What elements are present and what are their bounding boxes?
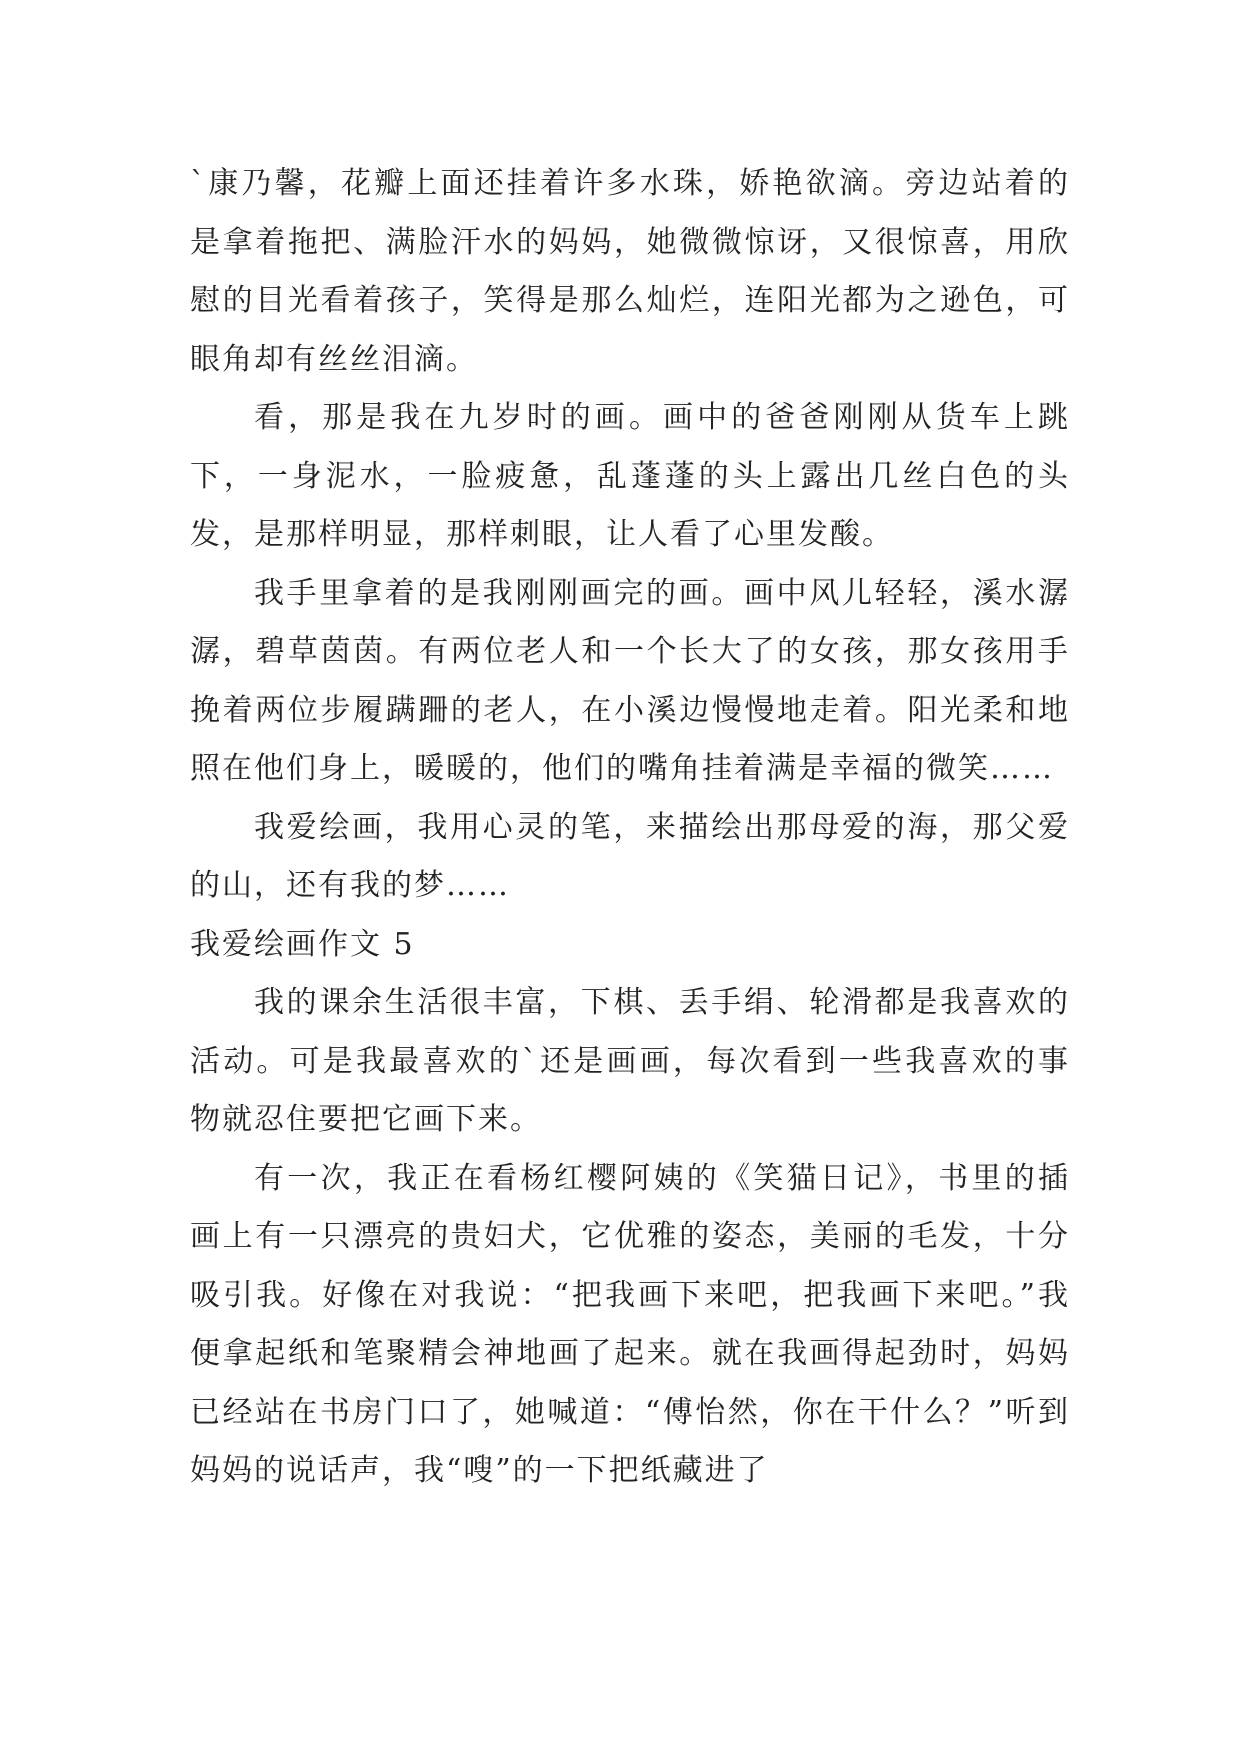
document-body	[190, 155, 1070, 1501]
section-heading: 我爱绘画作文 5	[190, 926, 415, 962]
paragraph: 我手里拿着的是我刚刚画完的画。画中风儿轻轻，溪水潺潺，碧草茵茵。有两位老人和一个长大了的女孩，那女孩用手挽着两位步履蹒跚的老人，在小溪边慢慢地走着。阳光柔和地照在他们身上，暖暖的，他们的嘴角挂着满是幸福的微笑……	[190, 575, 1070, 786]
paragraph: 有一次，我正在看杨红樱阿姨的《笑猫日记》，书里的插画上有一只漂亮的贵妇犬，它优雅的姿态，美丽的毛发，十分吸引我。好像在对我说：“把我画下来吧，把我画下来吧。”我便拿起纸和笔聚精会神地画了起来。就在我画得起劲时，妈妈已经站在书房门口了，她喊道：“傅怡然，你在干什么？”听到妈妈的说话声，我“嗖”的一下把纸藏进了	[190, 1160, 1070, 1488]
paragraph: 看，那是我在九岁时的画。画中的爸爸刚刚从货车上跳下，一身泥水，一脸疲惫，乱蓬蓬的头上露出几丝白色的头发，是那样明显，那样刺眼，让人看了心里发酸。	[190, 400, 1070, 552]
paragraph: 我的课余生活很丰富，下棋、丢手绢、轮滑都是我喜欢的活动。可是我最喜欢的`还是画画，每次看到一些我喜欢的事物就忍住要把它画下来。	[190, 985, 1070, 1137]
paragraph: 我爱绘画，我用心灵的笔，来描绘出那母爱的海，那父爱的山，还有我的梦……	[190, 809, 1070, 903]
paragraph-continued: `康乃馨，花瓣上面还挂着许多水珠，娇艳欲滴。旁边站着的是拿着拖把、满脸汗水的妈妈，她微微惊讶，又很惊喜，用欣慰的目光看着孩子，笑得是那么灿烂，连阳光都为之逊色，可眼角却有丝丝泪滴。	[190, 166, 1070, 377]
